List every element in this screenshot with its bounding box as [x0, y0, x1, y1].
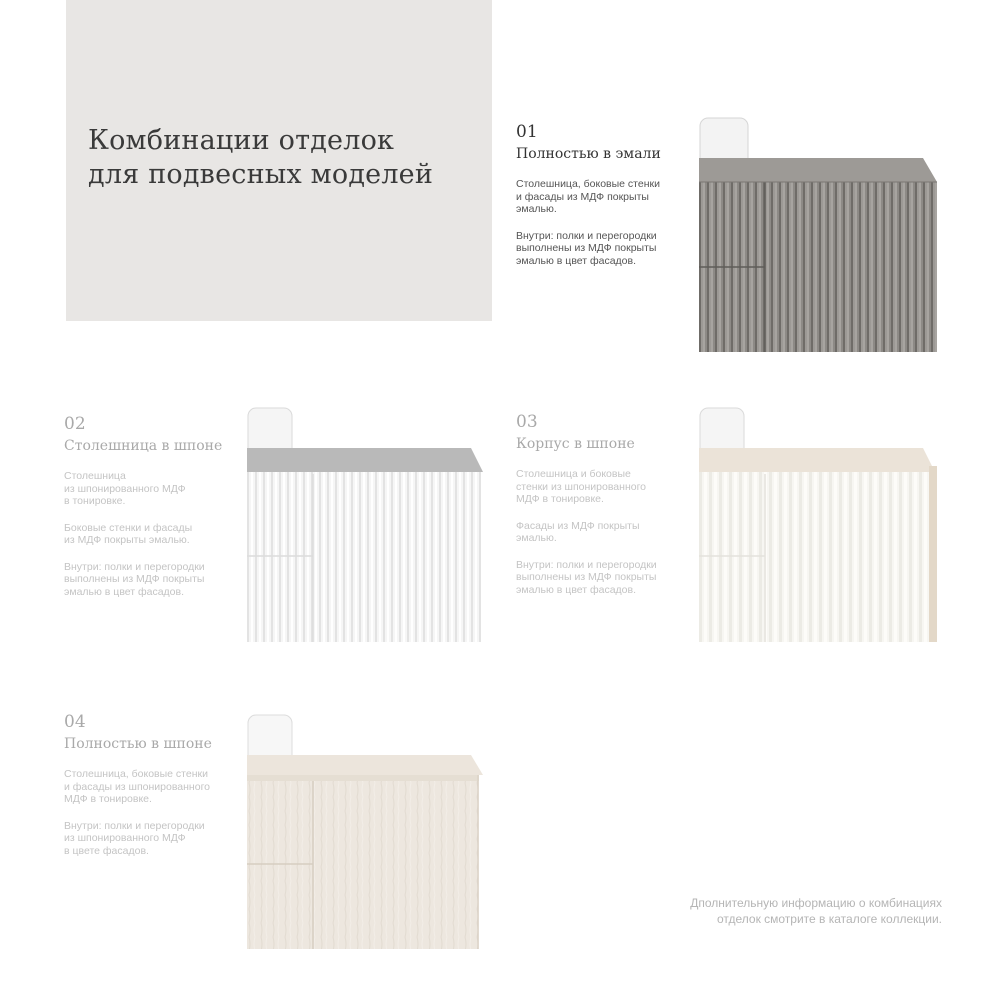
description-line: выполнены из МДФ покрыты [516, 571, 657, 583]
description-line: Фасады из МДФ покрыты [516, 519, 640, 532]
finish-option-04 [64, 712, 239, 857]
description-line: и фасады из МДФ покрыты [516, 190, 649, 203]
option-heading: Корпус в шпоне [516, 436, 635, 452]
page-title-line-1: Комбинации отделок [88, 125, 395, 156]
option-description [64, 522, 239, 547]
option-description [64, 470, 239, 508]
description-line: МДФ в тонировке. [64, 793, 152, 805]
finish-option-02 [64, 414, 239, 598]
description-line: выполнены из МДФ покрыты [64, 573, 205, 585]
description-line: в цвете фасадов. [64, 844, 149, 857]
description-line: эмалью в цвет фасадов. [64, 585, 185, 598]
description-line: стенки из шпонированного [516, 480, 647, 493]
catalog-note-line-2: отделок смотрите в каталоге коллекции. [716, 912, 942, 926]
catalog-note-line-1: Дполнительную информацию о комбинациях [690, 896, 942, 910]
description-line: Внутри: полки и перегородки [64, 560, 205, 573]
catalog-note [690, 895, 942, 927]
description-line: МДФ в тонировке. [516, 493, 604, 505]
description-line: в тонировке. [64, 495, 126, 507]
option-description [516, 520, 691, 545]
description-line: Внутри: полки и перегородки [516, 558, 657, 571]
description-line: эмалью в цвет фасадов. [516, 583, 637, 596]
description-line: эмалью. [516, 532, 557, 544]
description-line: из МДФ покрыты эмалью. [64, 534, 190, 546]
option-heading: Полностью в шпоне [64, 736, 212, 752]
page-title-line-2: для подвесных моделей [88, 159, 434, 190]
cabinet-image-full-veneer [247, 713, 485, 949]
option-description [516, 178, 691, 216]
description-line: выполнены из МДФ покрыты [516, 242, 657, 254]
option-description [64, 561, 239, 599]
option-number: 02 [64, 414, 86, 434]
description-line: из шпонированного МДФ [64, 482, 186, 495]
option-number: 03 [516, 412, 538, 432]
finish-option-01 [516, 122, 691, 267]
option-description [64, 820, 239, 858]
finish-option-03 [516, 412, 691, 596]
option-number: 04 [64, 712, 86, 732]
description-line: и фасады из шпонированного [64, 780, 211, 793]
description-line: Столешница и боковые [516, 468, 631, 480]
option-description [516, 559, 691, 597]
option-description [64, 768, 239, 806]
description-line: эмалью. [516, 203, 557, 215]
description-line: Внутри: полки и перегородки [64, 819, 205, 832]
description-line: Боковые стенки и фасады [64, 521, 193, 534]
description-line: Столешница, боковые стенки [64, 768, 208, 780]
description-line: эмалью в цвет фасадов. [516, 254, 637, 267]
cabinet-image-enamel [699, 116, 937, 352]
option-heading: Полностью в эмали [516, 146, 661, 162]
option-description [516, 230, 691, 268]
description-line: Столешница, боковые стенки [516, 178, 660, 190]
description-line: Внутри: полки и перегородки [516, 229, 657, 242]
title-panel [66, 0, 492, 321]
option-description [516, 468, 691, 506]
option-number: 01 [516, 122, 538, 142]
description-line: из шпонированного МДФ [64, 832, 186, 844]
description-line: Столешница [64, 470, 126, 482]
option-heading: Столешница в шпоне [64, 438, 223, 454]
cabinet-image-veneer-top [247, 406, 485, 642]
cabinet-image-veneer-body [699, 406, 937, 642]
page-title [88, 124, 433, 192]
